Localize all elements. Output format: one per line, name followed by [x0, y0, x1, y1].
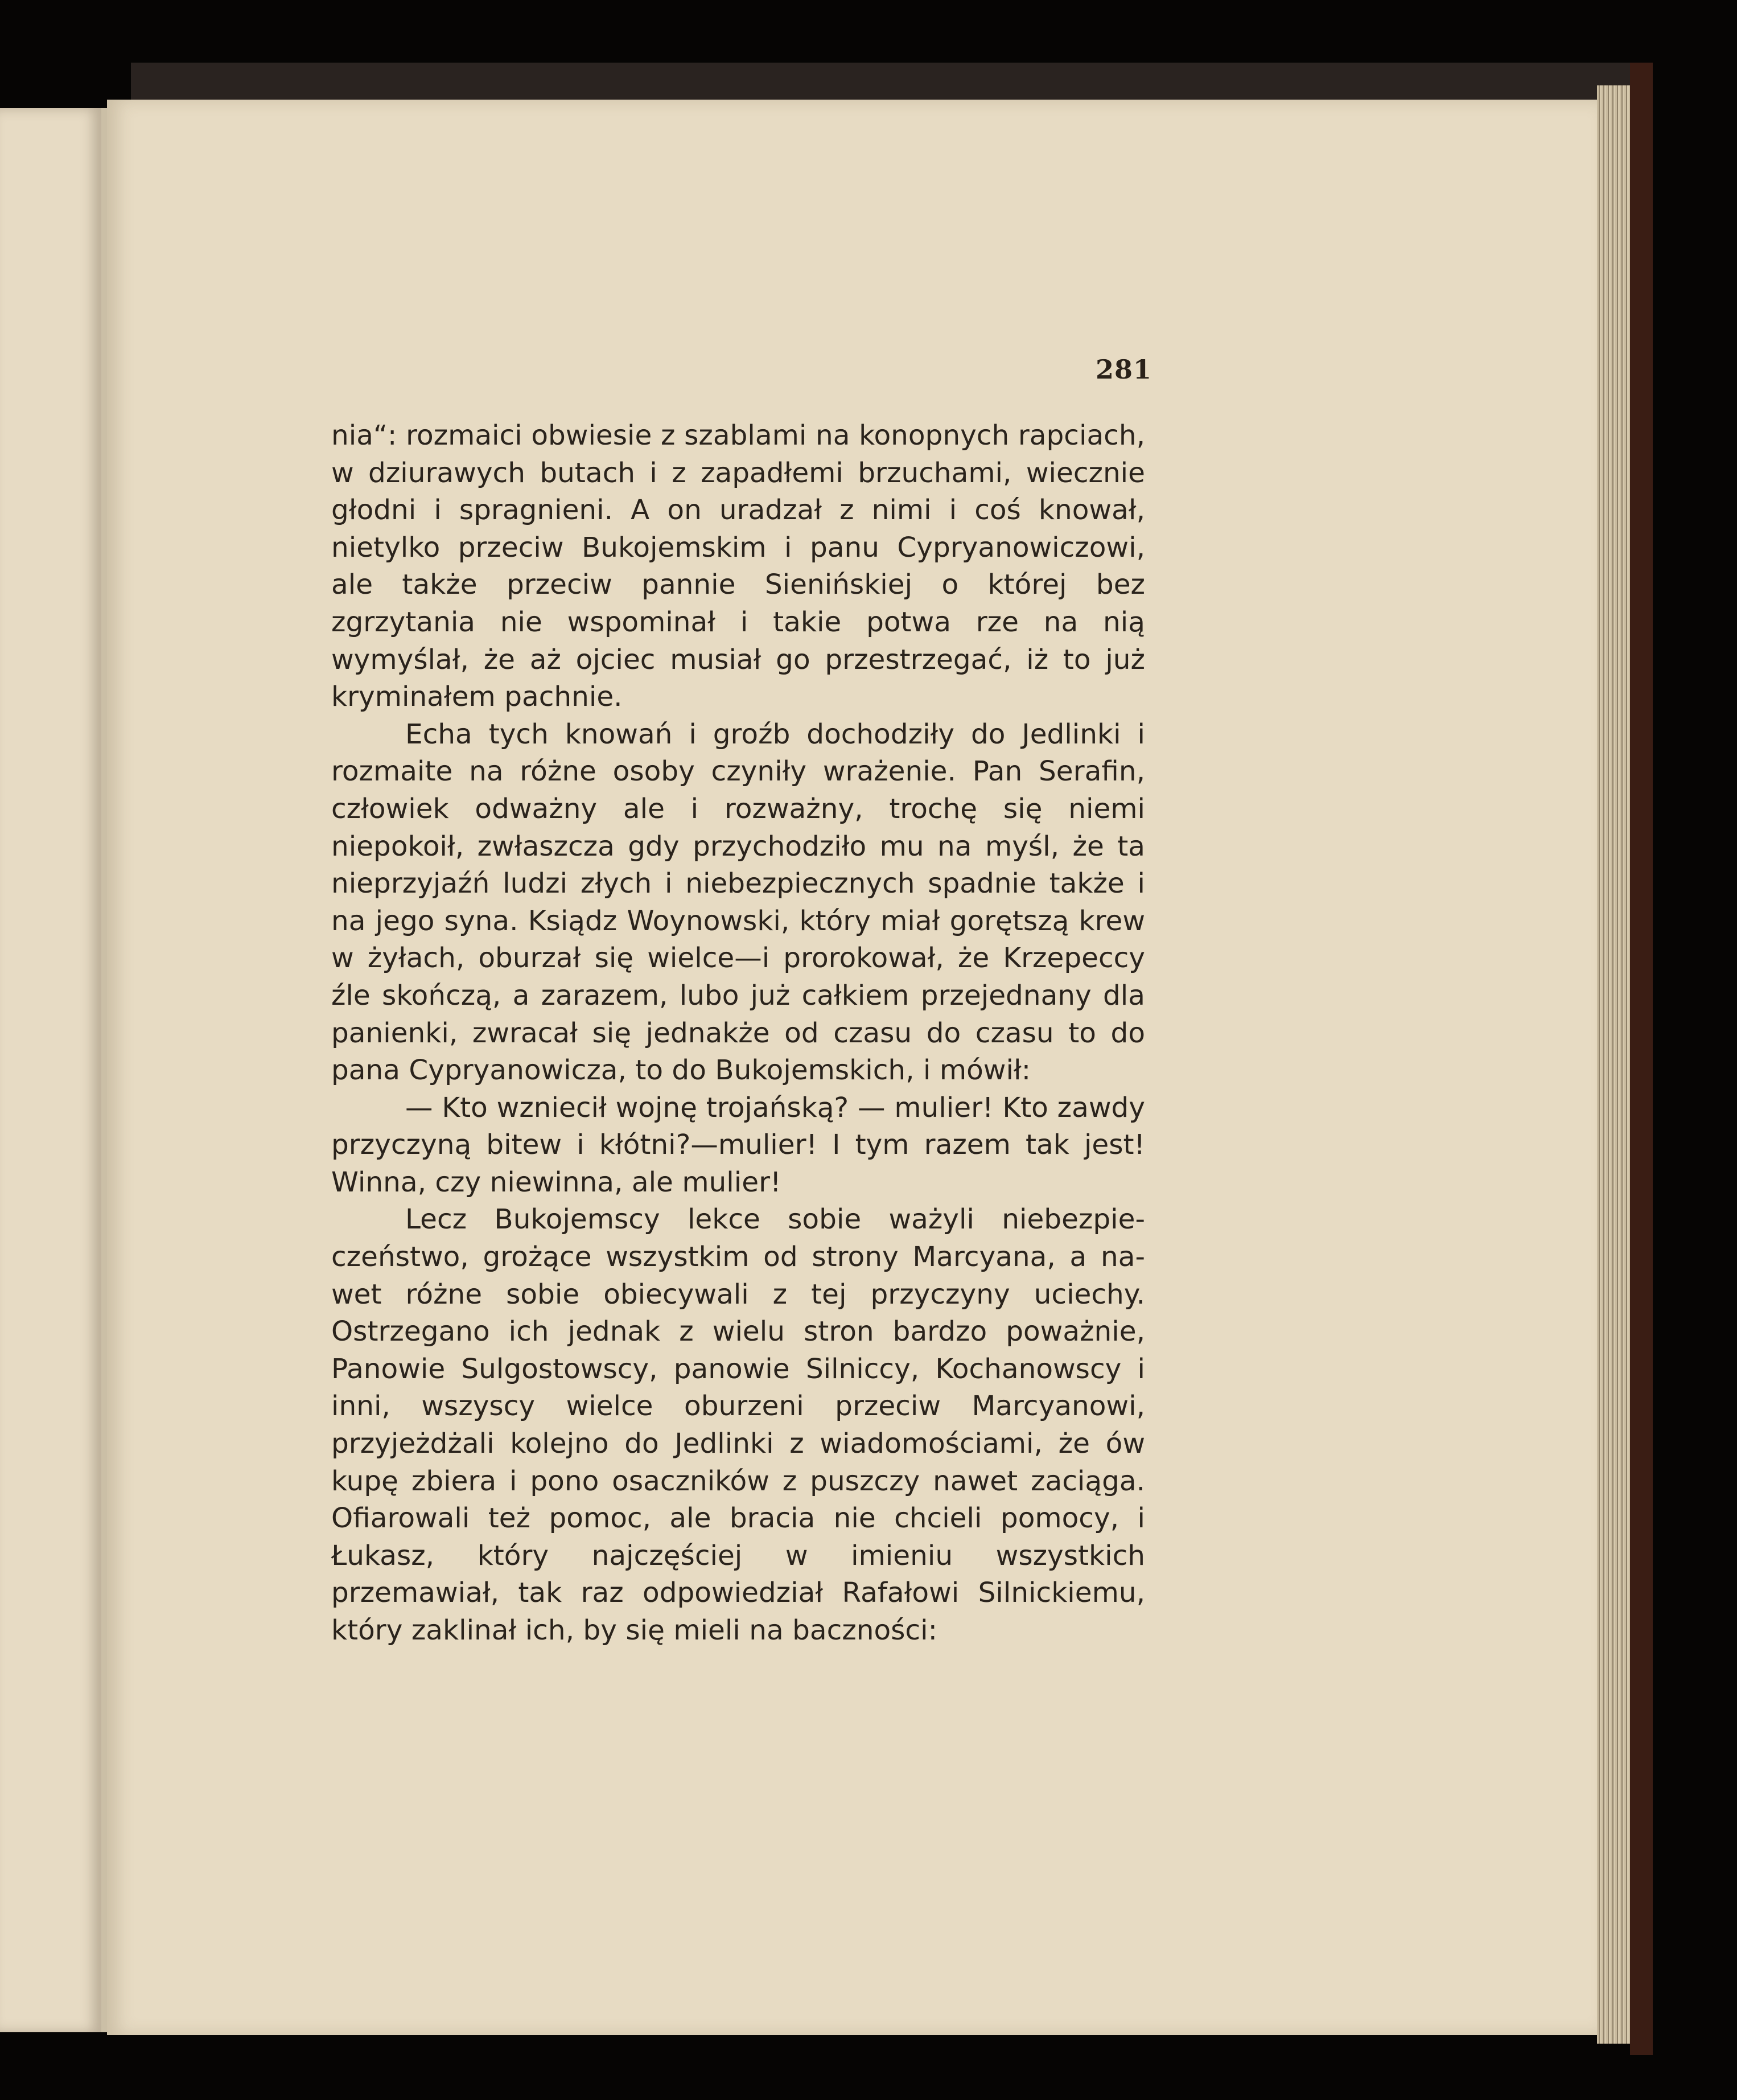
page-stack-edge — [1597, 85, 1630, 2044]
paragraph: nia“: rozmaici obwiesie z szablami na konopnych rapciach, w dziurawych butach i z zapadłemi brzuchami, wiecznie głodni i spragnieni. A on uradzał z nimi i coś knował, nietylko przeciw Bukojemskim i panu Cypryanowiczowi, ale także przeciw pannie Sienińskiej o której bez zgrzytania nie wspominał i takie potwa rze na nią wymyślał, że aż ojciec musiał go przestrzegać, iż to już kryminałem pachnie. — [331, 420, 1145, 713]
book-cover-edge — [1630, 63, 1653, 2055]
page-number: 281 — [1096, 354, 1152, 385]
paragraph: Echa tych knowań i groźb dochodziły do Jedlinki i rozmaite na różne osoby czyniły wrażenie. Pan Serafin, człowiek odważny ale i rozważny, trochę się niemi niepokoił, zwłaszcza gdy przychodziło mu na myśl, że ta nieprzyjaźń ludzi złych i niebezpiecznych spadnie także i na jego syna. Ksiądz Woynowski, który miał gorętszą krew w żyłach, oburzał się wielce—i prorokował, że Krzepeccy źle skończą, a zarazem, lubo już całkiem przejednany dla panienki, zwracał się jednakże od czasu do czasu to do pana Cypryanowicza, to do Bukojemskich, i mówił: — [331, 718, 1145, 1087]
left-page-edge — [101, 108, 107, 2032]
dialogue-paragraph: — Kto wzniecił wojnę trojańską? — mulier! Kto zawdy przyczyną bitew i kłótni?—mulier! I tym razem tak jest! Winna, czy niewinna, ale mulier! — [331, 1091, 1145, 1198]
left-page-fragment — [0, 108, 101, 2032]
book-cover-top — [131, 63, 1653, 102]
body-text — [331, 417, 1145, 1650]
paragraph: Lecz Bukojemscy lekce sobie ważyli niebezpieczeństwo, grożące wszystkim od strony Marcyana, a nawet różne sobie obiecywali z tej przyczyny uciechy. Ostrzegano ich jednak z wielu stron bardzo poważnie, Panowie Sulgostowscy, panowie Silniccy, Kochanowscy i inni, wszyscy wielce oburzeni przeciw Marcyanowi, przyjeżdżali kolejno do Jedlinki z wiadomościami, że ów kupę zbiera i pono osaczników z puszczy nawet zaciąga. Ofiarowali też pomoc, ale bracia nie chcieli pomocy, i Łukasz, który najczęściej w imieniu wszystkich przemawiał, tak raz odpowiedział Rafałowi Silnickiemu, który zaklinał ich, by się mieli na baczności: — [331, 1203, 1145, 1646]
